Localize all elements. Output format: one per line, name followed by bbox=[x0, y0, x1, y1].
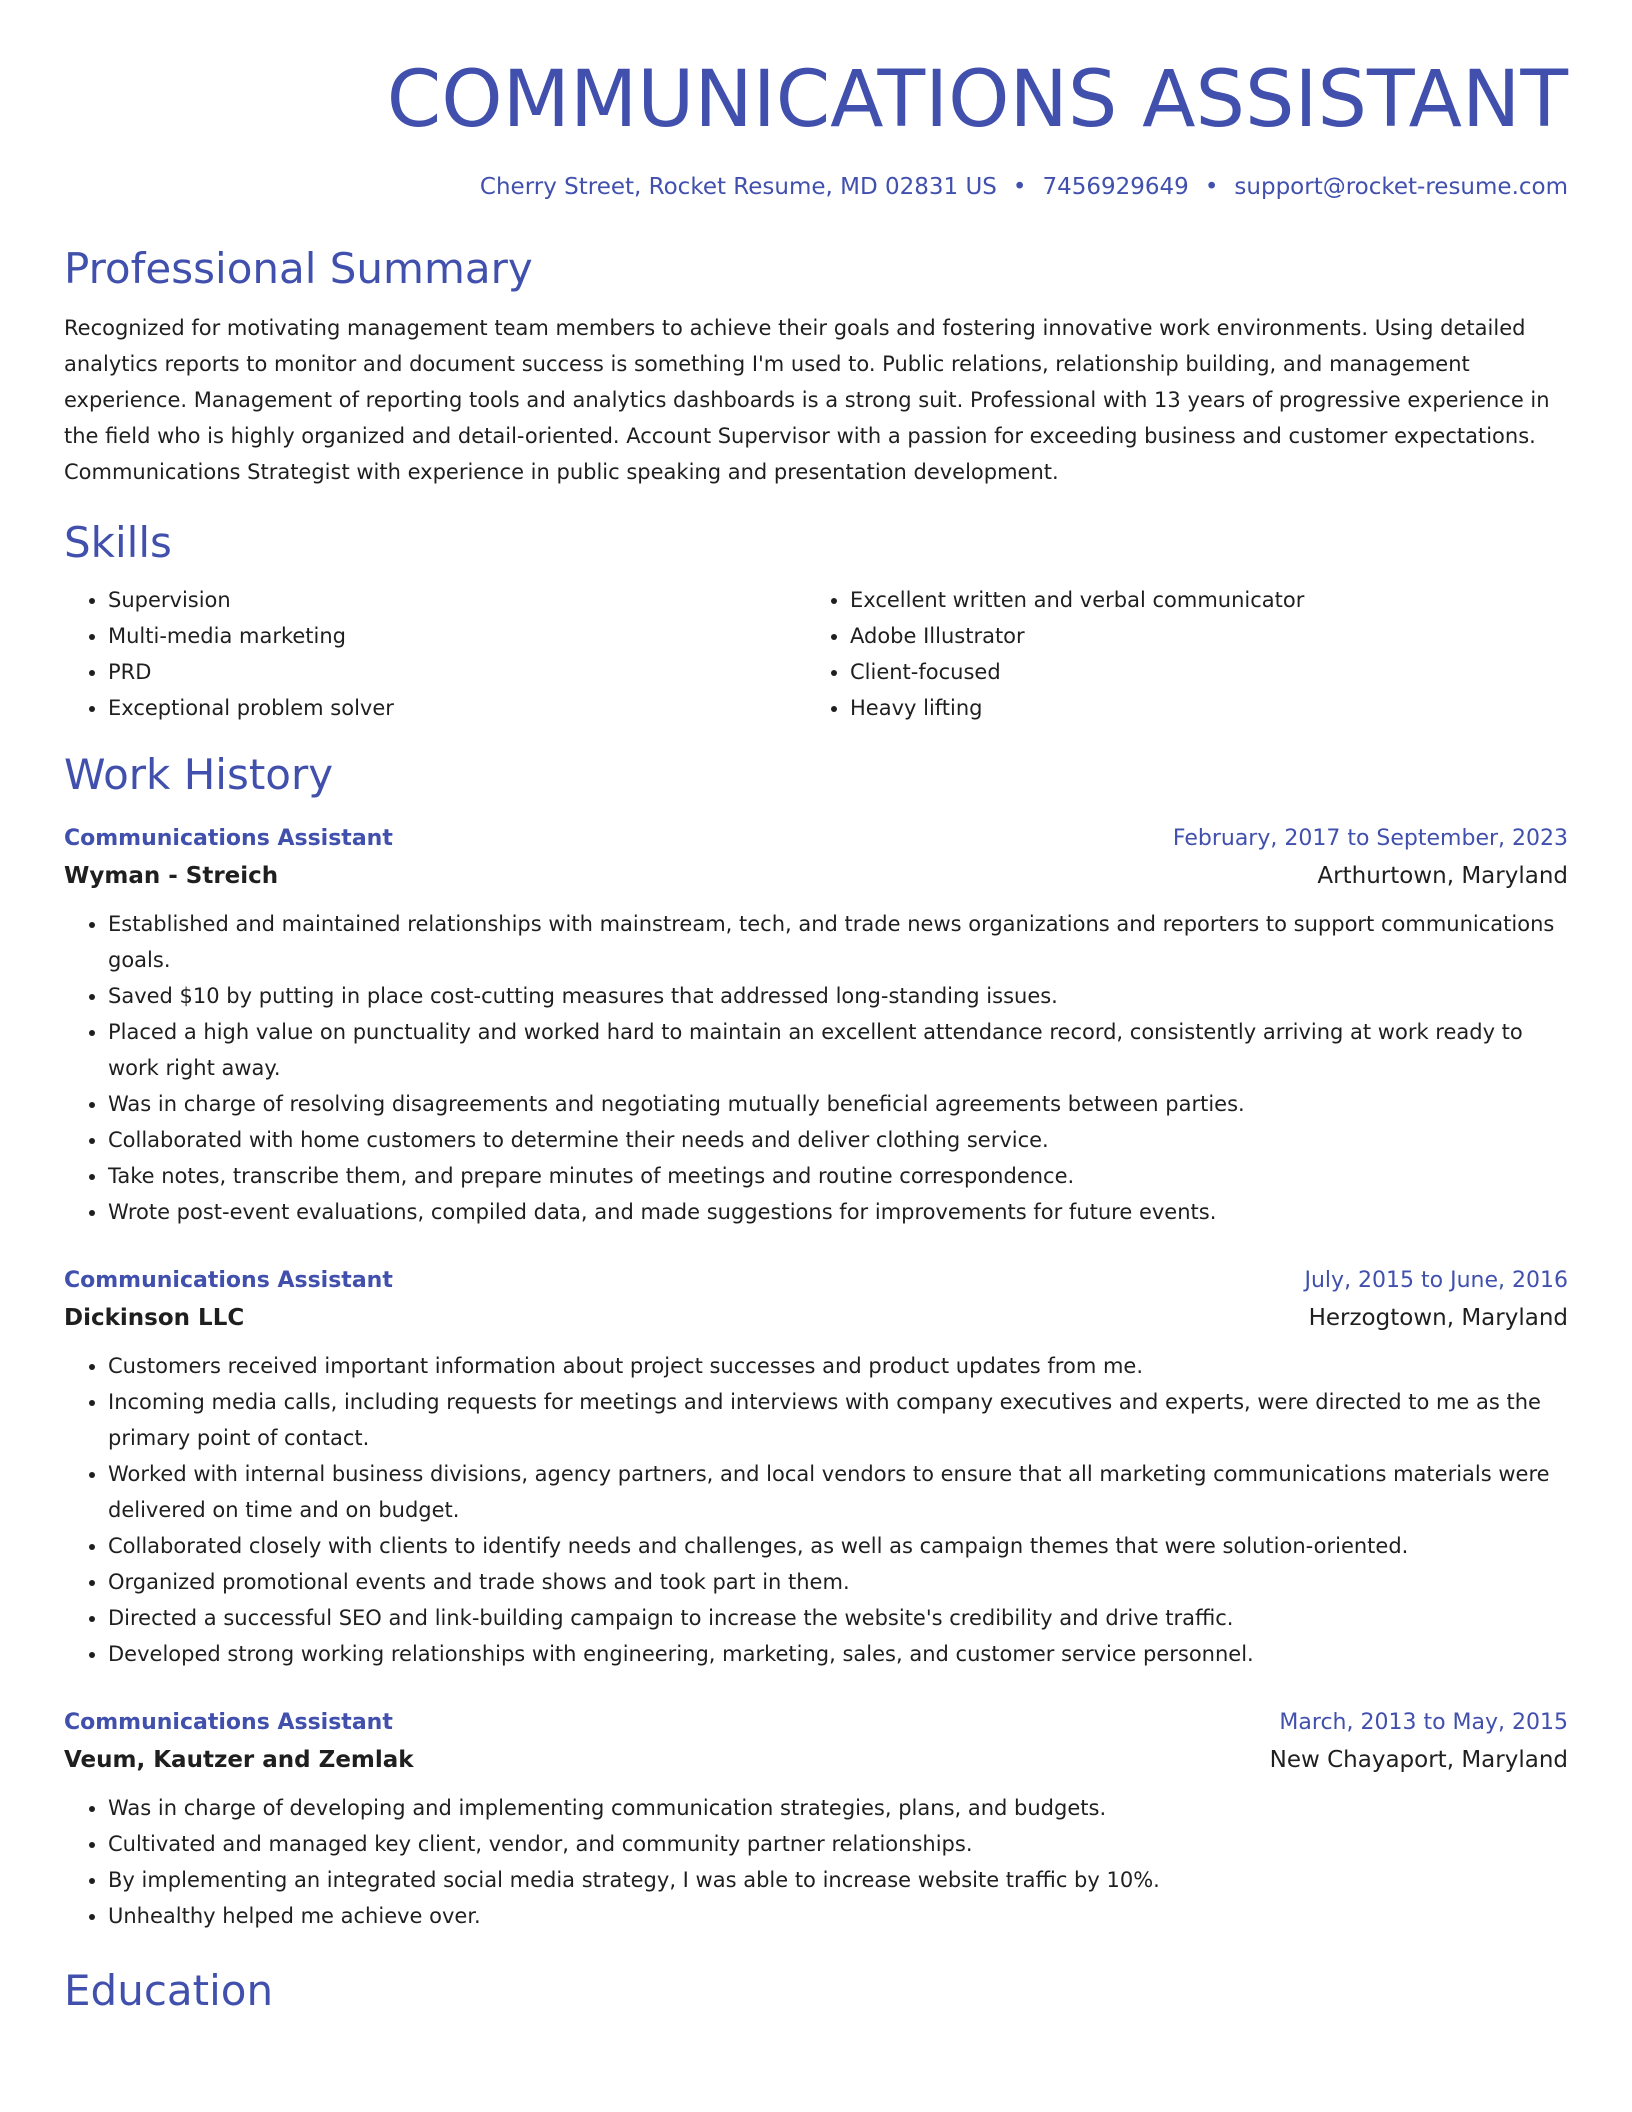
contact-separator: • bbox=[1012, 174, 1027, 200]
section-title-education: Education bbox=[64, 1966, 274, 2015]
job-company: Veum, Kautzer and Zemlak bbox=[64, 1747, 414, 1773]
skills-list bbox=[64, 582, 1568, 726]
job-bullet: • Collaborated with home customers to determine their needs and deliver clothing service. bbox=[108, 1122, 1568, 1158]
skill-item: • Excellent written and verbal communicator bbox=[850, 582, 1548, 618]
section-title-summary: Professional Summary bbox=[64, 244, 533, 293]
job-entry bbox=[64, 822, 1568, 1230]
job-bullet: • Unhealthy helped me achieve over. bbox=[108, 1898, 1568, 1934]
summary-text: Recognized for motivating management team members to achieve their goals and fostering innovative work environments. Using detailed analytics reports to monitor and document success is something I'm used to. Public relations, relationship building, and management experience. Management of reporting tools and analytics dashboards is a strong suit. Professional with 13 years of progressive experience in the field who is highly organized and detail-oriented. Account Supervisor with a passion for exceeding business and customer expectations. Communications Strategist with experience in public speaking and presentation development. bbox=[64, 316, 1550, 484]
skill-item: • Exceptional problem solver bbox=[108, 690, 806, 726]
resume-name: COMMUNICATIONS ASSISTANT bbox=[386, 55, 1568, 145]
job-bullet: • Developed strong working relationships with engineering, marketing, sales, and customer service personnel. bbox=[108, 1636, 1568, 1672]
job-location: Arthurtown, Maryland bbox=[1317, 863, 1568, 889]
skill-item: • Supervision bbox=[108, 582, 806, 618]
job-bullet: • Customers received important information about project successes and product updates from me. bbox=[108, 1348, 1568, 1384]
contact-line bbox=[64, 172, 1568, 202]
job-company: Dickinson LLC bbox=[64, 1305, 245, 1331]
job-bullets bbox=[64, 1348, 1568, 1672]
job-subheader bbox=[64, 1740, 1568, 1780]
contact-separator: • bbox=[1204, 174, 1219, 200]
job-bullet: • Established and maintained relationships with mainstream, tech, and trade news organizations and reporters to support communications goals. bbox=[108, 906, 1568, 978]
contact-address: Cherry Street, Rocket Resume, MD 02831 US bbox=[479, 174, 997, 200]
job-dates: March, 2013 to May, 2015 bbox=[1279, 1710, 1568, 1735]
job-entry bbox=[64, 1706, 1568, 1934]
job-bullets bbox=[64, 906, 1568, 1230]
job-bullet: • Was in charge of resolving disagreements and negotiating mutually beneficial agreements between parties. bbox=[108, 1086, 1568, 1122]
job-bullet: • Placed a high value on punctuality and worked hard to maintain an excellent attendance record, consistently arriving at work ready to work right away. bbox=[108, 1014, 1568, 1086]
job-location: New Chayaport, Maryland bbox=[1269, 1747, 1568, 1773]
skills-column-left bbox=[64, 582, 806, 726]
job-header bbox=[64, 1706, 1568, 1740]
job-location: Herzogtown, Maryland bbox=[1308, 1305, 1568, 1331]
job-company: Wyman - Streich bbox=[64, 863, 279, 889]
job-bullet: • Was in charge of developing and implementing communication strategies, plans, and budgets. bbox=[108, 1790, 1568, 1826]
job-bullet: • Directed a successful SEO and link-building campaign to increase the website's credibility and drive traffic. bbox=[108, 1600, 1568, 1636]
job-bullet: • Organized promotional events and trade shows and took part in them. bbox=[108, 1564, 1568, 1600]
job-dates: February, 2017 to September, 2023 bbox=[1172, 826, 1568, 851]
job-bullet: • Worked with internal business divisions, agency partners, and local vendors to ensure that all marketing communications materials were delivered on time and on budget. bbox=[108, 1456, 1568, 1528]
job-entry bbox=[64, 1264, 1568, 1672]
job-bullet: • Saved $10 by putting in place cost-cutting measures that addressed long-standing issues. bbox=[108, 978, 1568, 1014]
skill-item: • Adobe Illustrator bbox=[850, 618, 1548, 654]
job-title: Communications Assistant bbox=[64, 1268, 393, 1293]
job-subheader bbox=[64, 856, 1568, 896]
job-bullet: • Wrote post-event evaluations, compiled data, and made suggestions for improvements for future events. bbox=[108, 1194, 1568, 1230]
skill-item: • Heavy lifting bbox=[850, 690, 1548, 726]
contact-phone: 7456929649 bbox=[1042, 174, 1189, 200]
job-title: Communications Assistant bbox=[64, 1710, 393, 1735]
job-title: Communications Assistant bbox=[64, 826, 393, 851]
skill-item: • PRD bbox=[108, 654, 806, 690]
section-title-work-history: Work History bbox=[64, 750, 334, 799]
job-subheader bbox=[64, 1298, 1568, 1338]
job-bullets bbox=[64, 1790, 1568, 1934]
job-dates: July, 2015 to June, 2016 bbox=[1304, 1268, 1568, 1293]
resume-page bbox=[64, 0, 1568, 2018]
job-header bbox=[64, 1264, 1568, 1298]
contact-email: support@rocket-resume.com bbox=[1234, 174, 1568, 200]
job-bullet: • Take notes, transcribe them, and prepare minutes of meetings and routine correspondence. bbox=[108, 1158, 1568, 1194]
job-bullet: • Cultivated and managed key client, vendor, and community partner relationships. bbox=[108, 1826, 1568, 1862]
section-title-skills: Skills bbox=[64, 518, 172, 567]
skill-item: • Client-focused bbox=[850, 654, 1548, 690]
job-bullet: • Incoming media calls, including requests for meetings and interviews with company executives and experts, were directed to me as the primary point of contact. bbox=[108, 1384, 1568, 1456]
job-bullet: • By implementing an integrated social media strategy, I was able to increase website traffic by 10%. bbox=[108, 1862, 1568, 1898]
skills-column-right bbox=[806, 582, 1548, 726]
skill-item: • Multi-media marketing bbox=[108, 618, 806, 654]
job-bullet: • Collaborated closely with clients to identify needs and challenges, as well as campaign themes that were solution-oriented. bbox=[108, 1528, 1568, 1564]
resume-header bbox=[64, 0, 1568, 202]
job-header bbox=[64, 822, 1568, 856]
